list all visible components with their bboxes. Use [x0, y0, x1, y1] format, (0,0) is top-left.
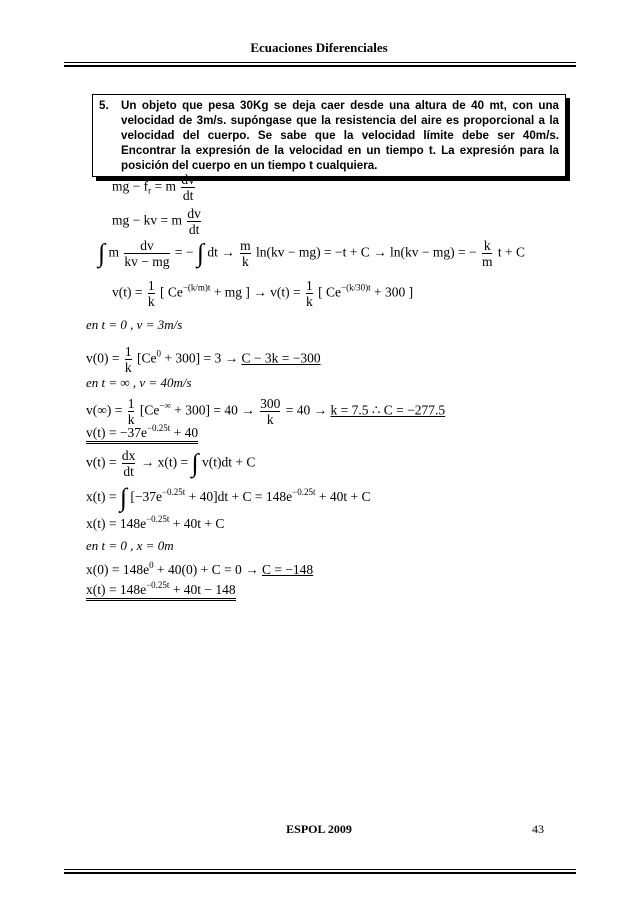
equation-position-general: $x(t) = 148e^{-0.25t} + 40t + C$: [86, 514, 225, 531]
condition-limit-velocity: en t = ∞ , v = 40m/s: [86, 375, 192, 390]
equation-v0: v(0) = $\frac{1}{k}$ $[Ce^0 + 300] = 3 \to C - 3k = -300$: [86, 344, 321, 375]
problem-box: [92, 94, 566, 177]
equation-position-definition: v(t) = $\frac{dx}{dt}$ → x(t) = ∫ v(t)dt + C: [86, 448, 256, 479]
page-header: Ecuaciones Diferenciales: [250, 40, 388, 55]
equation-drag: mg − kv = m $\frac{dv}{dt}$: [112, 206, 201, 237]
equation-v-infinity: v(∞) = $\frac{1}{k}$ [Ce−∞ + 300] = 40 → $\frac{300}{k}$ = 40 → k = 7.5 ∴ C = −277.5: [86, 396, 446, 427]
page-number: 43: [532, 822, 544, 836]
footer-rule-thick: [64, 872, 576, 874]
velocity-result: $v(t) = -37e^{-0.25t} + 40$: [86, 423, 198, 444]
position-result: $x(t) = 148e^{-0.25t} + 40t - 148$: [86, 580, 236, 601]
c-value: C = −148: [261, 562, 314, 577]
footer-label: ESPOL 2009: [286, 822, 352, 836]
k-and-c-result: k = 7.5 ∴ C = −277.5: [330, 402, 446, 418]
condition-initial-position: en t = 0 , x = 0m: [86, 538, 174, 553]
problem-number: 5.: [99, 99, 109, 112]
equation-integration: ∫ m $\frac{dv}{kv - mg}$ = − ∫ dt → $\frac{m}{k}$ ln(kv − mg) = −t + C → ln(kv − mg) = − $\frac{k}{m}$ t + C: [98, 238, 525, 269]
equation-velocity-general: v(t) = $\frac{1}{k}$ [ $Ce^{-(k/m)t}$ + mg ] → v(t) = $\frac{1}{k}$ [ $Ce^{-(k/30)t} + 300$ ]: [112, 278, 414, 309]
header-rule-thick: [64, 65, 576, 67]
condition-initial-velocity: en t = 0 , v = 3m/s: [86, 317, 183, 332]
equation-x0: $x(0) = 148e^0 + 40(0) + C = 0 \to C = -148$: [86, 560, 314, 577]
header-rule: [64, 62, 576, 63]
equation-position-integral: x(t) = ∫ $[-37e^{-0.25t} + 40]dt + C = 148e^{-0.25t} + 40t + C$: [86, 482, 371, 512]
problem-statement: Un objeto que pesa 30Kg se deja caer desde una altura de 40 mt, con una velocidad de 3m/s. supóngase que la resistencia del aire es proporcional a la velocidad del cuerpo. Se sabe que la velocidad límite debe ser 40m/s. Encontrar la expresión de la velocidad en un tiempo t. La expresión para la posición del cuerpo en un tiempo t cualquiera.: [121, 99, 559, 172]
footer-rule: [64, 869, 576, 870]
c-relation: C − 3k = −300: [241, 350, 321, 366]
equation-newton: mg − $f_r = m$ $\frac{dv}{dt}$: [112, 172, 195, 203]
